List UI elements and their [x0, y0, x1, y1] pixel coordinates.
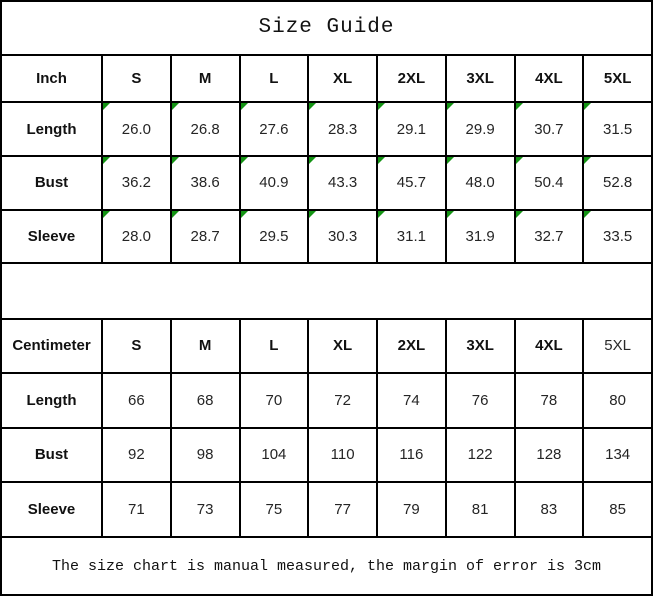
measurement-value-cell	[308, 156, 377, 210]
cell-flag-triangle-icon	[309, 157, 316, 164]
measurement-value-cell	[583, 210, 652, 264]
measurement-value: 31.9	[465, 227, 495, 245]
measurement-value: 50.4	[534, 174, 564, 192]
measurement-value-cell	[446, 373, 515, 428]
inch-size-header: XL	[308, 55, 377, 103]
measurement-value: 40.9	[259, 174, 289, 192]
measurement-value-cell	[308, 373, 377, 428]
measurement-value: 80	[609, 391, 626, 409]
measurement-value: 31.1	[396, 227, 426, 245]
measurement-value: 28.3	[328, 120, 358, 138]
measurement-value-cell	[377, 210, 446, 264]
measurement-value: 110	[330, 446, 355, 464]
cell-flag-triangle-icon	[103, 103, 110, 110]
title-row	[1, 1, 652, 55]
measurement-value: 29.9	[465, 120, 495, 138]
measurement-value: 30.3	[328, 227, 358, 245]
measurement-value-cell	[583, 482, 652, 537]
inch-size-header: 3XL	[446, 55, 515, 103]
measurement-value-cell	[171, 102, 240, 156]
measurement-value: 81	[471, 501, 489, 519]
measurement-value-cell	[446, 102, 515, 156]
cell-flag-triangle-icon	[309, 103, 316, 110]
measurement-value: 78	[540, 391, 558, 409]
measurement-value: 116	[399, 446, 424, 464]
cell-flag-triangle-icon	[172, 157, 179, 164]
cm-bust-row	[1, 428, 652, 483]
inch-row-label-sleeve: Sleeve	[1, 210, 102, 264]
cell-flag-triangle-icon	[378, 103, 385, 110]
inch-bust-row	[1, 156, 652, 210]
measurement-value-cell	[102, 373, 171, 428]
measurement-value: 98	[196, 446, 214, 464]
inch-header-row	[1, 55, 652, 103]
measurement-value: 77	[334, 501, 351, 519]
measurement-value: 75	[265, 501, 283, 519]
cell-flag-triangle-icon	[584, 103, 591, 110]
measurement-value-cell	[102, 482, 171, 537]
cell-flag-triangle-icon	[309, 211, 316, 218]
measurement-value-cell	[377, 156, 446, 210]
cm-size-header: 4XL	[515, 319, 584, 373]
cm-size-header: 5XL	[583, 319, 652, 373]
measurement-value-cell	[446, 156, 515, 210]
measurement-value: 134	[605, 446, 631, 464]
inch-size-header: L	[240, 55, 309, 103]
inch-size-header: 2XL	[377, 55, 446, 103]
centimeter-header-row	[1, 319, 652, 373]
footer-note: The size chart is manual measured, the margin of error is 3cm	[1, 537, 652, 595]
measurement-value: 76	[471, 391, 489, 409]
cell-flag-triangle-icon	[172, 103, 179, 110]
cm-size-header: 2XL	[377, 319, 446, 373]
measurement-value: 48.0	[465, 174, 495, 192]
measurement-value: 28.7	[190, 227, 220, 245]
measurement-value: 45.7	[396, 174, 426, 192]
measurement-value-cell	[515, 102, 584, 156]
measurement-value-cell	[308, 102, 377, 156]
measurement-value-cell	[240, 102, 309, 156]
measurement-value-cell	[377, 482, 446, 537]
measurement-value-cell	[583, 156, 652, 210]
spacer-row	[1, 263, 652, 319]
measurement-value-cell	[515, 482, 584, 537]
measurement-value: 38.6	[190, 174, 220, 192]
measurement-value-cell	[515, 428, 584, 483]
measurement-value-cell	[377, 428, 446, 483]
measurement-value: 122	[467, 446, 493, 464]
measurement-value: 66	[128, 391, 145, 409]
measurement-value-cell	[240, 373, 309, 428]
measurement-value: 70	[265, 391, 283, 409]
cell-flag-triangle-icon	[447, 103, 454, 110]
measurement-value-cell	[102, 102, 171, 156]
measurement-value-cell	[171, 210, 240, 264]
cell-flag-triangle-icon	[447, 211, 454, 218]
measurement-value: 27.6	[259, 120, 289, 138]
measurement-value: 29.5	[259, 227, 289, 245]
cm-size-header: 3XL	[446, 319, 515, 373]
measurement-value-cell	[446, 210, 515, 264]
measurement-value: 128	[536, 446, 562, 464]
measurement-value-cell	[583, 373, 652, 428]
page-title: Size Guide	[1, 1, 652, 55]
measurement-value: 79	[403, 501, 420, 519]
measurement-value-cell	[515, 210, 584, 264]
measurement-value-cell	[171, 428, 240, 483]
cm-sleeve-row	[1, 482, 652, 537]
cm-length-row	[1, 373, 652, 428]
inch-size-header: 4XL	[515, 55, 584, 103]
cell-flag-triangle-icon	[103, 157, 110, 164]
measurement-value-cell	[377, 102, 446, 156]
cell-flag-triangle-icon	[584, 157, 591, 164]
measurement-value-cell	[308, 482, 377, 537]
cm-size-header: L	[240, 319, 309, 373]
inch-row-label-length: Length	[1, 102, 102, 156]
inch-length-row	[1, 102, 652, 156]
cm-size-header: S	[102, 319, 171, 373]
measurement-value: 85	[609, 501, 626, 519]
measurement-value: 31.5	[603, 120, 633, 138]
measurement-value-cell	[240, 210, 309, 264]
measurement-value-cell	[171, 156, 240, 210]
measurement-value: 92	[128, 446, 145, 464]
measurement-value-cell	[308, 210, 377, 264]
measurement-value: 28.0	[121, 227, 151, 245]
inch-sleeve-row	[1, 210, 652, 264]
measurement-value-cell	[446, 482, 515, 537]
measurement-value-cell	[171, 482, 240, 537]
measurement-value: 83	[540, 501, 558, 519]
cell-flag-triangle-icon	[241, 211, 248, 218]
measurement-value-cell	[446, 428, 515, 483]
cm-row-label-bust: Bust	[1, 428, 102, 483]
cell-flag-triangle-icon	[516, 211, 523, 218]
footer-row	[1, 537, 652, 595]
measurement-value-cell	[171, 373, 240, 428]
measurement-value: 30.7	[534, 120, 564, 138]
measurement-value: 36.2	[121, 174, 151, 192]
measurement-value: 71	[128, 501, 145, 519]
centimeter-unit-header: Centimeter	[1, 319, 102, 373]
measurement-value-cell	[308, 428, 377, 483]
inch-row-label-bust: Bust	[1, 156, 102, 210]
measurement-value: 26.0	[121, 120, 151, 138]
measurement-value: 68	[196, 391, 214, 409]
cell-flag-triangle-icon	[378, 157, 385, 164]
measurement-value-cell	[240, 156, 309, 210]
measurement-value: 32.7	[534, 227, 564, 245]
measurement-value: 72	[334, 391, 351, 409]
measurement-value: 52.8	[603, 174, 633, 192]
measurement-value-cell	[583, 102, 652, 156]
measurement-value-cell	[240, 482, 309, 537]
measurement-value-cell	[102, 428, 171, 483]
inch-unit-header: Inch	[1, 55, 102, 103]
cell-flag-triangle-icon	[241, 157, 248, 164]
measurement-value-cell	[102, 210, 171, 264]
inch-size-header: 5XL	[583, 55, 652, 103]
measurement-value: 33.5	[603, 227, 633, 245]
inch-size-header: S	[102, 55, 171, 103]
measurement-value: 43.3	[328, 174, 358, 192]
cell-flag-triangle-icon	[584, 211, 591, 218]
cm-size-header: M	[171, 319, 240, 373]
inch-size-header: M	[171, 55, 240, 103]
measurement-value-cell	[515, 156, 584, 210]
measurement-value-cell	[102, 156, 171, 210]
cm-row-label-length: Length	[1, 373, 102, 428]
measurement-value-cell	[583, 428, 652, 483]
measurement-value: 26.8	[190, 120, 220, 138]
cell-flag-triangle-icon	[103, 211, 110, 218]
cell-flag-triangle-icon	[172, 211, 179, 218]
measurement-value-cell	[240, 428, 309, 483]
cell-flag-triangle-icon	[378, 211, 385, 218]
spacer-cell	[1, 263, 652, 319]
measurement-value-cell	[377, 373, 446, 428]
cell-flag-triangle-icon	[516, 103, 523, 110]
measurement-value-cell	[515, 373, 584, 428]
cm-size-header: XL	[308, 319, 377, 373]
cell-flag-triangle-icon	[516, 157, 523, 164]
cm-row-label-sleeve: Sleeve	[1, 482, 102, 537]
measurement-value: 74	[403, 391, 420, 409]
cell-flag-triangle-icon	[241, 103, 248, 110]
cell-flag-triangle-icon	[447, 157, 454, 164]
measurement-value: 29.1	[396, 120, 426, 138]
measurement-value: 104	[261, 446, 287, 464]
measurement-value: 73	[196, 501, 214, 519]
